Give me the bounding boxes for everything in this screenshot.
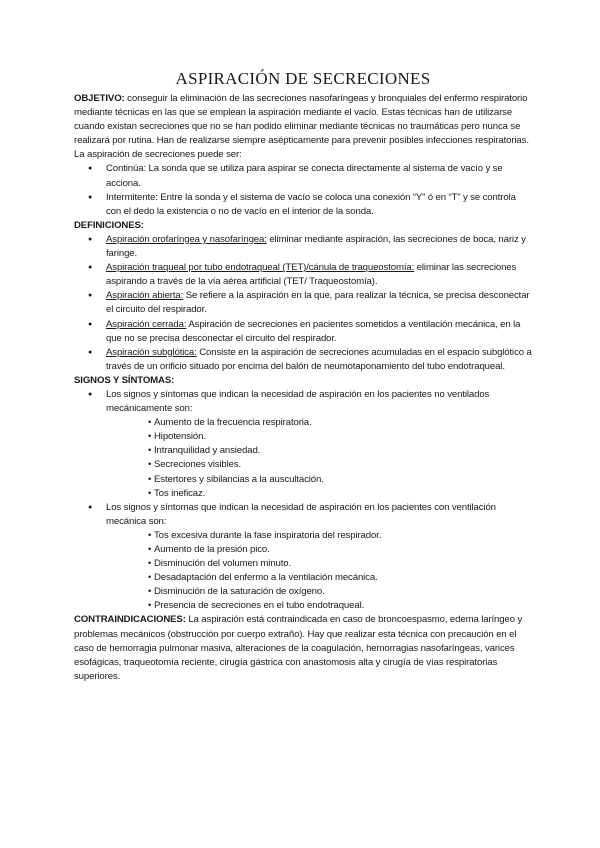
signos-group-intro: ● Los signos y síntomas que indican la necesidad de aspiración en los pacientes con ventilación mecánica son:: [74, 501, 532, 529]
list-item: ● Continúa: La sonda que se utiliza para aspirar se conecta directamente al sistema de vacío y se acciona.: [74, 162, 532, 190]
contraindicaciones-text: La aspiración está contraindicada en caso de broncoespasmo, edema laríngeo y problemas mecánicos (obstrucción por cuerpo extraño). Hay que realizar esta técnica con precaución en el caso de hemorragia pulmonar masiva, alteraciones de la coagulación, hemorragias nasofaríngeas, varices esofágicas, traqueotomía reciente, cirugía gástrica con anastomosis alta y cirugía de vías respiratorias superiores.: [74, 614, 523, 682]
definition-term: Aspiración traqueal por tubo endotraqueal (TET)/cánula de traqueostomía:: [106, 262, 415, 274]
signos-sublist: [74, 529, 532, 614]
list-item: [74, 346, 532, 374]
page-title: ASPIRACIÓN DE SECRECIONES: [175, 69, 431, 88]
list-item: • Intranquilidad y ansiedad.: [148, 444, 532, 458]
list-item: • Secreciones visibles.: [148, 458, 532, 472]
list-item: • Hipotensión.: [148, 430, 532, 444]
definition-term: Aspiración orofaríngea y nasofaríngea:: [106, 233, 267, 245]
definition-text: Aspiración de secreciones en pacientes sometidos a ventilación mecánica, en la que no se precisa desconectar el circuito del respirador.: [106, 318, 521, 344]
objetivo-label: OBJETIVO:: [74, 93, 125, 104]
signos-sublist: [74, 416, 532, 501]
list-item: • Desadaptación del enfermo a la ventilación mecánica.: [148, 571, 532, 585]
definition-term: Aspiración subglótica:: [106, 346, 197, 358]
list-item: [74, 318, 532, 346]
list-item: • Aumento de la frecuencia respiratoria.: [148, 416, 532, 430]
list-item: [74, 261, 532, 289]
list-item: • Disminución del volumen minuto.: [148, 557, 532, 571]
list-item: • Aumento de la presión pico.: [148, 543, 532, 557]
contraindicaciones-label: CONTRAINDICACIONES:: [74, 614, 186, 626]
definition-term: Aspiración cerrada:: [106, 318, 187, 330]
signos-heading: SIGNOS Y SÍNTOMAS:: [74, 374, 175, 386]
contraindicaciones-paragraph: [74, 613, 532, 683]
list-item: [74, 289, 532, 317]
signos-groups: [74, 388, 532, 416]
signos-group-intro: ● Los signos y síntomas que indican la necesidad de aspiración en los pacientes no ventilados mecánicamente son:: [74, 388, 532, 416]
list-item: • Disminución de la saturación de oxígeno.: [148, 585, 532, 599]
definition-text: eliminar mediante aspiración, las secreciones de boca, nariz y faringe.: [106, 233, 526, 260]
list-item: • Tos excesiva durante la fase inspiratoria del respirador.: [148, 529, 532, 543]
tipos-list: [74, 162, 532, 218]
list-item: • Tos ineficaz.: [148, 487, 532, 501]
definition-term: Aspiración abierta:: [106, 290, 184, 302]
list-item: • Presencia de secreciones en el tubo endotraqueal.: [148, 599, 532, 613]
document-body: [74, 68, 532, 684]
list-item: [74, 233, 532, 261]
definition-text: eliminar las secreciones aspirando a través de la vía aérea artificial (TET/ Traqueostomía).: [106, 262, 517, 288]
definition-text: Se refiere a la aspiración en la que, para realizar la técnica, se precisa desconectar el circuito del respirador.: [106, 290, 530, 316]
objetivo-text: conseguir la eliminación de las secreciones nasofaríngeas y bronquiales del enfermo respiratorio mediante técnicas en las que se emplean la aspiración mediante el vacío. Estas técnicas han de utilizarse cuando existan secreciones que no se han podido eliminar mediante técnicas no traumáticas pero nunca se realizará por rutina. Han de realizarse siempre asépticamente para prevenir posibles infecciones respiratorias.: [74, 93, 529, 147]
list-item: • Estertores y sibilancias a la auscultación.: [148, 473, 532, 487]
tipos-intro: La aspiración de secreciones puede ser:: [74, 149, 242, 161]
definition-text: Consiste en la aspiración de secreciones acumuladas en el espacio subglótico a través de un orificio situado por encima del balón de neumotaponamiento del tubo endotraqueal.: [106, 346, 532, 372]
signos-groups: [74, 501, 532, 529]
definiciones-heading: DEFINICIONES:: [74, 219, 144, 231]
list-item: ● Intermitente: Entre la sonda y el sistema de vacío se coloca una conexión “Y” ó en “T” y se controla con el dedo la existencia o no de vacío en el interior de la sonda.: [74, 191, 532, 219]
definiciones-list: [74, 233, 532, 374]
objetivo-paragraph: [74, 92, 532, 148]
